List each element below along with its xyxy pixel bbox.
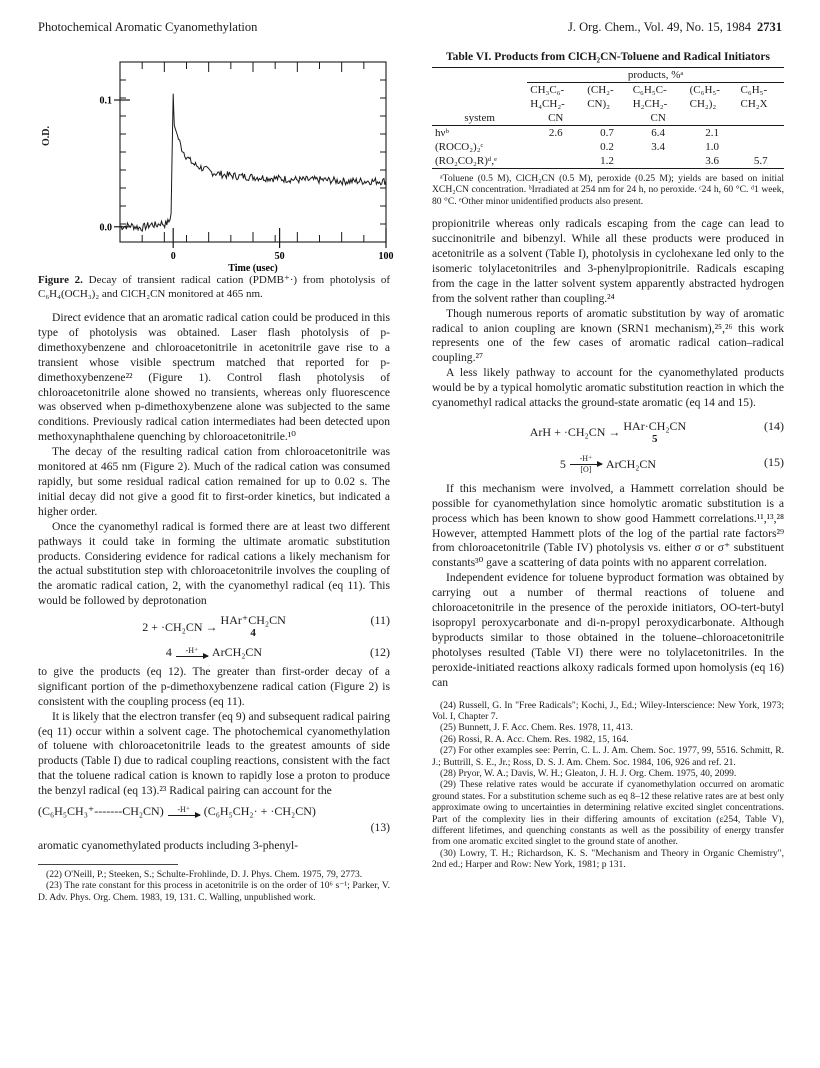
paragraph: Though numerous reports of aromatic substitution by way of aromatic radical to anion coupling are known (SRN1 mechanism),²⁵,²⁶ this work represents one of the few cases of aromatic radical cation–radical coupling.²⁷ <box>432 306 784 365</box>
table-footnote: ᵃToluene (0.5 M), ClCH₂CN (0.5 M), peroxide (0.25 M); yields are based on initial XCH₂CN concentration. ᵇIrradiated at 254 nm for 24 h, no peroxide. ᶜ24 h, 60 °C. ᵈ1 week, 80 °C. ᵉOther minor unidentified products also present. <box>432 173 784 207</box>
eq13-number: (13) <box>370 821 390 835</box>
footnote-30: (30) Lowry, T. H.; Richardson, K. S. "Mechanism and Theory in Organic Chemistry", 2nd ed.; Harper and Row: New York, 1981; p 131. <box>432 847 784 871</box>
plot-frame <box>120 62 386 242</box>
y-tick-label: 0.0 <box>99 222 112 234</box>
cell: 1.0 <box>705 141 719 153</box>
col-header: CH₃C₆- <box>530 84 565 96</box>
reaction-arrow <box>176 647 208 658</box>
eq12-right: ArCH₂CN <box>211 645 263 660</box>
arrow-label-bottom: [O] <box>580 464 592 474</box>
eq14-right: HAr·CH₂CN <box>623 419 687 433</box>
x-axis-label: Time (usec) <box>228 263 278 274</box>
eq11-label: 4 <box>250 627 256 640</box>
table-row <box>432 126 784 141</box>
col-header-system: system <box>464 112 495 124</box>
eq15-left: 5 <box>559 456 566 471</box>
arrow-label: -H⁺ <box>177 804 191 814</box>
y-tick-label: 0.1 <box>99 95 112 107</box>
running-header-left: Photochemical Aromatic Cyanomethylation <box>38 20 258 34</box>
y-axis-label: O.D. <box>41 126 52 146</box>
paragraph: propionitrile whereas only radicals escaping from the cage can lead to succinonitrile and bibenzyl. While all these products were produced in acetonitrile as a solvent (Table I), photolysis in cyclohexane led only to the isomeric tolylacetonitriles and 3-phenylpropionitrile. Radicals escaping from the cage in the latter solvent system apparently abstracted hydrogen from the solvent rather than coupling.²⁴ <box>432 217 784 305</box>
eq13-right: (C₆H₅CH₂· + ·CH₂CN) <box>203 803 316 818</box>
paragraph: Once the cyanomethyl radical is formed there are at least two different pathways it could take in forming the ultimate aromatic substitution products. Considering evidence for radical cations a likely mechanism for the actual substitution step with chloroacetonitrile involves the coupling of the aromatic radical cation, 2, with the cyanomethyl radical (eq 11). This would be followed by deprotonation <box>38 519 390 608</box>
footnote-24: (24) Russell, G. In "Free Radicals"; Kochi, J., Ed.; Wiley-Interscience: New York, 1973; Vol. I, Chapter 7. <box>432 699 784 722</box>
running-header-right <box>568 20 782 35</box>
eq12-left: 4 <box>165 645 172 660</box>
cell: 5.7 <box>753 155 768 167</box>
eq11-right: HAr⁺CH₂CN <box>220 613 286 628</box>
figure-caption-text: Decay of transient radical cation (PDMB⁺·) from photolysis of C₆H₄(OCH₃)₂ and ClCH₂CN monitored at 465 nm. <box>38 274 390 300</box>
x-tick-label: 100 <box>378 251 394 262</box>
col-header: C₆H₅- <box>740 84 768 96</box>
eq14-number: (14) <box>764 419 784 433</box>
eq13-left: (C₆H₅CH₃⁺-------CH₂CN) <box>38 803 164 818</box>
eq12-number: (12) <box>370 644 390 659</box>
footnote-22: (22) O'Neill, P.; Steeken, S.; Schulte-Frohlinde, D. J. Phys. Chem. 1975, 79, 2773. <box>46 868 363 880</box>
equation-14 <box>432 419 784 447</box>
paragraph: Independent evidence for toluene byproduct formation was obtained by carrying out a number of thermal reactions of toluene and chloroacetonitrile in the presence of the peroxide initiators, OO-tert-butyl isopropyl peroxycarbonate and di-n-propyl peroxydicarbonate. Although byproducts similar to those obtained in the toluene–chloroacetonitrile photolyses resulted (Table VI) there were no tolylacetonitriles. In the peroxide-initiated reactions alkoxy radicals formed upon homolysis (eq 16) can <box>432 571 784 689</box>
arrow-label: -H⁺ <box>185 646 199 656</box>
eq11-left: 2 + ·CH₂CN → <box>142 619 218 634</box>
cell: 3.6 <box>705 155 719 167</box>
footnote-26: (26) Rossi, R. A. Acc. Chem. Res. 1982, 15, 164. <box>440 733 629 745</box>
table-row <box>432 154 784 169</box>
figure-2 <box>38 50 394 274</box>
paragraph: It is likely that the electron transfer (eq 9) and subsequent radical pairing (eq 11) occur within a solvent cage. The photochemical cyanomethylation of toluene with chloroacetonitrile leads to the greatest amounts of side products (Table I) due to radical coupling reactions, consistent with the fact that the toluene radical cation is known to rapidly lose a proton to produce the benzyl radical (eq 13).²³ Radical pairing can account for the <box>38 709 390 798</box>
x-tick-label: 50 <box>274 251 285 262</box>
right-column <box>432 50 784 871</box>
paragraph: Direct evidence that an aromatic radical cation could be produced in this type of photolysis was obtained. Laser flash photolysis of p-dimethoxybenzene and chloroacetonitrile in acetonitrile gave rise to a transient whose visible spectrum matched that reported for p-dimethoxybenzene²² (Figure 1). Control flash photolysis of chloroacetonitrile alone showed no transients, whereas only fluorescence was observed when p-dimethoxybenzene alone was subjected to the same conditions. Previously radical cation intermediates had been detected upon methoxynaphthalene quenching by chloroacetonitrile.¹⁰ <box>38 311 390 444</box>
col-header: CH₂)₂ <box>689 98 717 110</box>
paragraph: A less likely pathway to account for the cyanomethylated products would be by a typical homolytic aromatic substitution reaction in which the cyanomethyl radical attacks the ground-state aromatic (eq 14 and 15). <box>432 366 784 410</box>
eq15-right: ArCH₂CN <box>605 456 657 471</box>
col-header: (C₆H₅- <box>689 84 720 96</box>
left-column <box>38 50 394 903</box>
cell: 1.2 <box>600 155 614 167</box>
cell: 2.1 <box>705 127 719 139</box>
footnote-27: (27) For other examples see: Perrin, C. L. J. Am. Chem. Soc. 1977, 99, 5516. Schmitt, R. J.; Buttrill, S. E., Jr.; Ross, D. S. J. Am. Chem. Soc. 1984, 106, 926 and ref. 21. <box>432 745 784 768</box>
cell: 2.6 <box>548 127 563 139</box>
decay-chart <box>38 50 394 274</box>
footnote-25: (25) Bunnett, J. F. Acc. Chem. Res. 1978, 11, 413. <box>440 722 633 734</box>
od-trace <box>120 94 386 231</box>
cell <box>527 154 584 169</box>
table-title: Table VI. Products from ClCH₂CN-Toluene and Radical Initiators <box>446 51 770 63</box>
figure-caption <box>38 274 390 301</box>
row-system: (RO₂CO₂R)ᵈ,ᵉ <box>435 155 497 167</box>
reaction-arrow <box>168 806 200 817</box>
col-header: (CH₂- <box>587 84 614 96</box>
products-header: products, %ᵃ <box>527 68 784 83</box>
col-header: H₂CH₂- <box>632 98 668 110</box>
col-header: CN <box>650 112 666 124</box>
page-number: 2731 <box>757 20 782 34</box>
col-header: H₄CH₂- <box>530 98 565 110</box>
equation-13 <box>38 803 390 819</box>
reaction-arrow <box>570 455 602 474</box>
cell <box>527 140 584 154</box>
paragraph: to give the products (eq 12). The greater than first-order decay of a significant portion of the p-dimethoxybenzene radical cation (Figure 2) is consistent with the coupling process (eq 11). <box>38 664 390 708</box>
equation-11 <box>38 613 390 641</box>
equation-12 <box>38 645 390 661</box>
table-row <box>432 140 784 154</box>
footnote-28: (28) Pryor, W. A.; Davis, W. H.; Gleaton, J. H. J. Org. Chem. 1975, 40, 2099. <box>440 767 737 779</box>
cell <box>738 140 784 154</box>
footnote-29: (29) These relative rates would be accurate if cyanomethylation occurred on aromatic ground states. For a substitution scheme such as eq 8–12 these relative rates are at best only approximate owing to uncertainties in determining relative excited singlet concentrations. Part of the complexity lies in their differing amounts of excitation (ε254, Table V), different lifetimes, and quenching constants as well as the possibility of energy transfer from one aromatic excited singlet to the ground state of another. <box>432 779 784 848</box>
figure-caption-label: Figure 2. <box>38 274 83 286</box>
eq11-number: (11) <box>370 613 390 628</box>
equation-15 <box>432 455 784 474</box>
table-vi <box>432 67 784 169</box>
col-header: CN)₂ <box>587 98 610 110</box>
cell <box>738 126 784 141</box>
row-system: (ROCO₂)₂ᶜ <box>435 141 484 153</box>
col-header: C₆H₅C- <box>632 84 667 96</box>
arrow-label-top: -H⁺ <box>579 453 593 463</box>
cell: 0.7 <box>600 127 614 139</box>
col-header: CN <box>548 112 564 124</box>
cell: 3.4 <box>651 141 666 153</box>
eq15-number: (15) <box>764 454 784 469</box>
eq14-label: 5 <box>652 432 658 445</box>
cell: 6.4 <box>651 127 666 139</box>
paragraph: If this mechanism were involved, a Hammett correlation should be possible for cyanomethylation since homolytic aromatic substitution is a process which has been known to show good Hammett correlations.¹¹,¹³,²⁸ However, attempted Hammett plots of the log of the partial rate factors²⁹ from chloroacetonitrile (Table IV) photolysis vs. either σ or σ⁺ substituent constants³⁰ gave a scattering of data points with no apparent correlation. <box>432 481 784 570</box>
row-system: hνᵇ <box>435 127 449 139</box>
footnote-23: (23) The rate constant for this process in acetonitrile is on the order of 10⁶ s⁻¹; Parker, V. D. Adv. Phys. Org. Chem. 1983, 19, 131. C. Walling, unpublished work. <box>38 880 390 903</box>
x-tick-label: 0 <box>170 251 176 262</box>
paragraph: aromatic cyanomethylated products including 3-phenyl- <box>38 839 299 852</box>
cell: 0.2 <box>600 141 614 153</box>
journal-citation: J. Org. Chem., Vol. 49, No. 15, 1984 <box>567 20 751 34</box>
cell <box>630 154 687 169</box>
col-header: CH₂X <box>740 98 768 110</box>
footnote-rule <box>38 864 178 865</box>
paragraph: The decay of the resulting radical cation from chloroacetonitrile was monitored at 465 nm (Figure 2). Much of the radical cation was consumed rapidly, but some residual radical cation remained for up to 0.02 s. The initial decay did not give a good fit to first-order kinetics, but indicated a higher order. <box>38 445 390 518</box>
eq14-left: ArH + ·CH₂CN → <box>529 425 621 440</box>
